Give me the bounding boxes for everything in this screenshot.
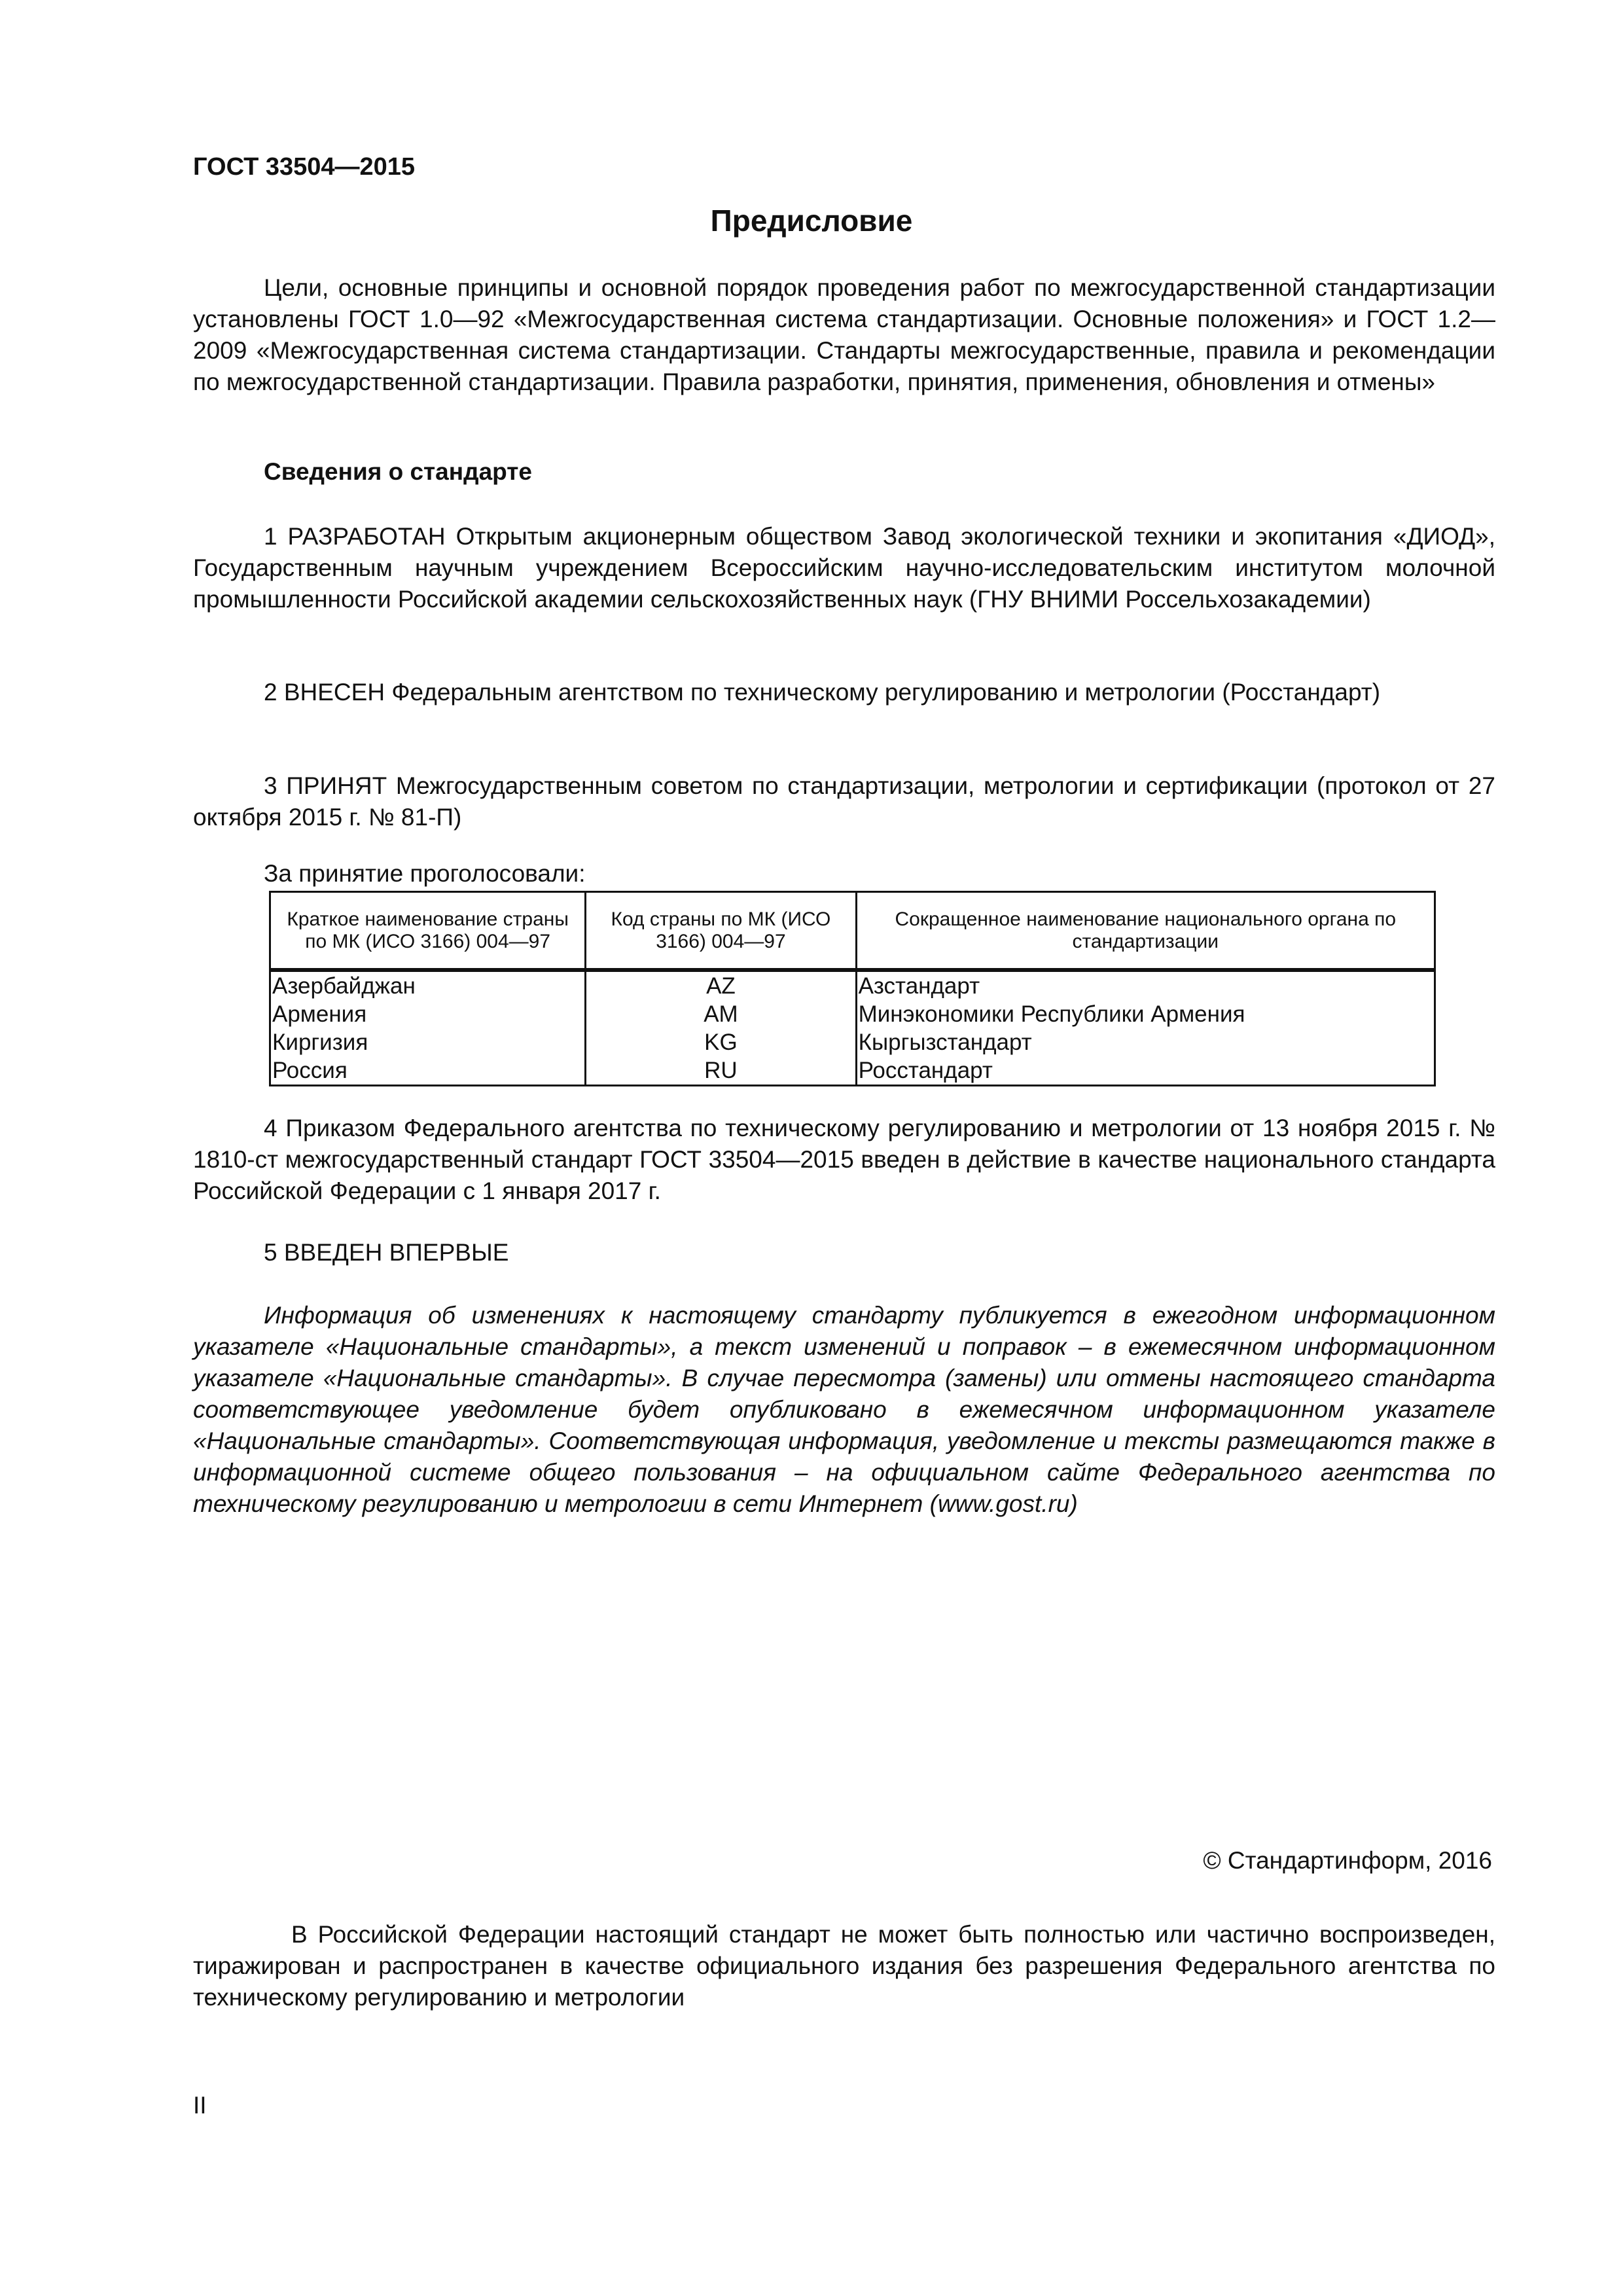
reproduction-notice: В Российской Федерации настоящий стандарт не может быть полностью или частично воспроизведен, тиражирован и распространен в качестве официального издания без разрешения Федерального агентства по техническому регулированию и метрологии bbox=[193, 1921, 1495, 2011]
page-number: II bbox=[193, 2092, 207, 2119]
country-code: RU bbox=[586, 1056, 856, 1086]
item-enacted: 4 Приказом Федерального агентства по техническому регулированию и метрологии от 13 ноября 2015 г. № 1810-ст межгосударственный стандарт ГОСТ 33504—2015 введен в действие в качестве национального стандарта Российской Федерации с 1 января 2017 г. bbox=[193, 1115, 1495, 1204]
country-name: Киргизия bbox=[270, 1028, 586, 1056]
table-row bbox=[270, 970, 1435, 1000]
header-national-body: Сокращенное наименование национального органа по стандартизации bbox=[856, 892, 1435, 971]
table-row bbox=[270, 1028, 1435, 1056]
votes-table bbox=[269, 891, 1436, 1086]
country-name: Азербайджан bbox=[270, 970, 586, 1000]
national-body: Минэкономики Республики Армения bbox=[856, 1000, 1435, 1028]
country-code: AZ bbox=[586, 970, 856, 1000]
document-code: ГОСТ 33504—2015 bbox=[193, 153, 416, 181]
item-first-introduced: 5 ВВЕДЕН ВПЕРВЫЕ bbox=[264, 1239, 509, 1266]
table-row bbox=[270, 1056, 1435, 1086]
header-country-code: Код страны по МК (ИСО 3166) 004—97 bbox=[586, 892, 856, 971]
country-code: AM bbox=[586, 1000, 856, 1028]
header-country-name: Краткое наименование страны по МК (ИСО 3166) 004—97 bbox=[270, 892, 586, 971]
votes-table-header-row bbox=[270, 892, 1435, 971]
page-title: Предисловие bbox=[710, 204, 913, 238]
national-body: Росстандарт bbox=[856, 1056, 1435, 1086]
country-name: Армения bbox=[270, 1000, 586, 1028]
table-row bbox=[270, 1000, 1435, 1028]
item-submitted: 2 ВНЕСЕН Федеральным агентством по техническому регулированию и метрологии (Росстандарт) bbox=[264, 679, 1381, 706]
standard-info-heading: Сведения о стандарте bbox=[264, 458, 532, 485]
country-code: KG bbox=[586, 1028, 856, 1056]
item-developed: 1 РАЗРАБОТАН Открытым акционерным обществом Завод экологической техники и экопитания «ДИОД», Государственным научным учреждением Всероссийским научно-исследовательским институтом молочной промышленности Российской академии сельскохозяйственных наук (ГНУ ВНИМИ Россельхозакадемии) bbox=[193, 523, 1495, 613]
intro-paragraph: Цели, основные принципы и основной порядок проведения работ по межгосударственной стандартизации установлены ГОСТ 1.0—92 «Межгосударственная система стандартизации. Основные положения» и ГОСТ 1.2—2009 «Межгосударственная система стандартизации. Стандарты межгосударственные, правила и рекомендации по межгосударственной стандартизации. Правила разработки, принятия, применения, обновления и отмены» bbox=[193, 274, 1495, 395]
changes-info: Информация об изменениях к настоящему стандарту публикуется в ежегодном информационном указателе «Национальные стандарты», а текст изменений и поправок – в ежемесячном информационном указателе «Национальные стандарты». В случае пересмотра (замены) или отмены настоящего стандарта соответствующее уведомление будет опубликовано в ежемесячном информационном указателе «Национальные стандарты». Соответствующая информация, уведомление и тексты размещаются также в информационной системе общего пользования – на официальном сайте Федерального агентства по техническому регулированию и метрологии в сети Интернет (www.gost.ru) bbox=[193, 1302, 1495, 1517]
item-adopted: 3 ПРИНЯТ Межгосударственным советом по стандартизации, метрологии и сертификации (протокол от 27 октября 2015 г. № 81-П) bbox=[193, 772, 1495, 831]
national-body: Кыргызстандарт bbox=[856, 1028, 1435, 1056]
country-name: Россия bbox=[270, 1056, 586, 1086]
copyright: © Стандартинформ, 2016 bbox=[1203, 1847, 1492, 1874]
national-body: Азстандарт bbox=[856, 970, 1435, 1000]
votes-intro: За принятие проголосовали: bbox=[264, 860, 586, 887]
